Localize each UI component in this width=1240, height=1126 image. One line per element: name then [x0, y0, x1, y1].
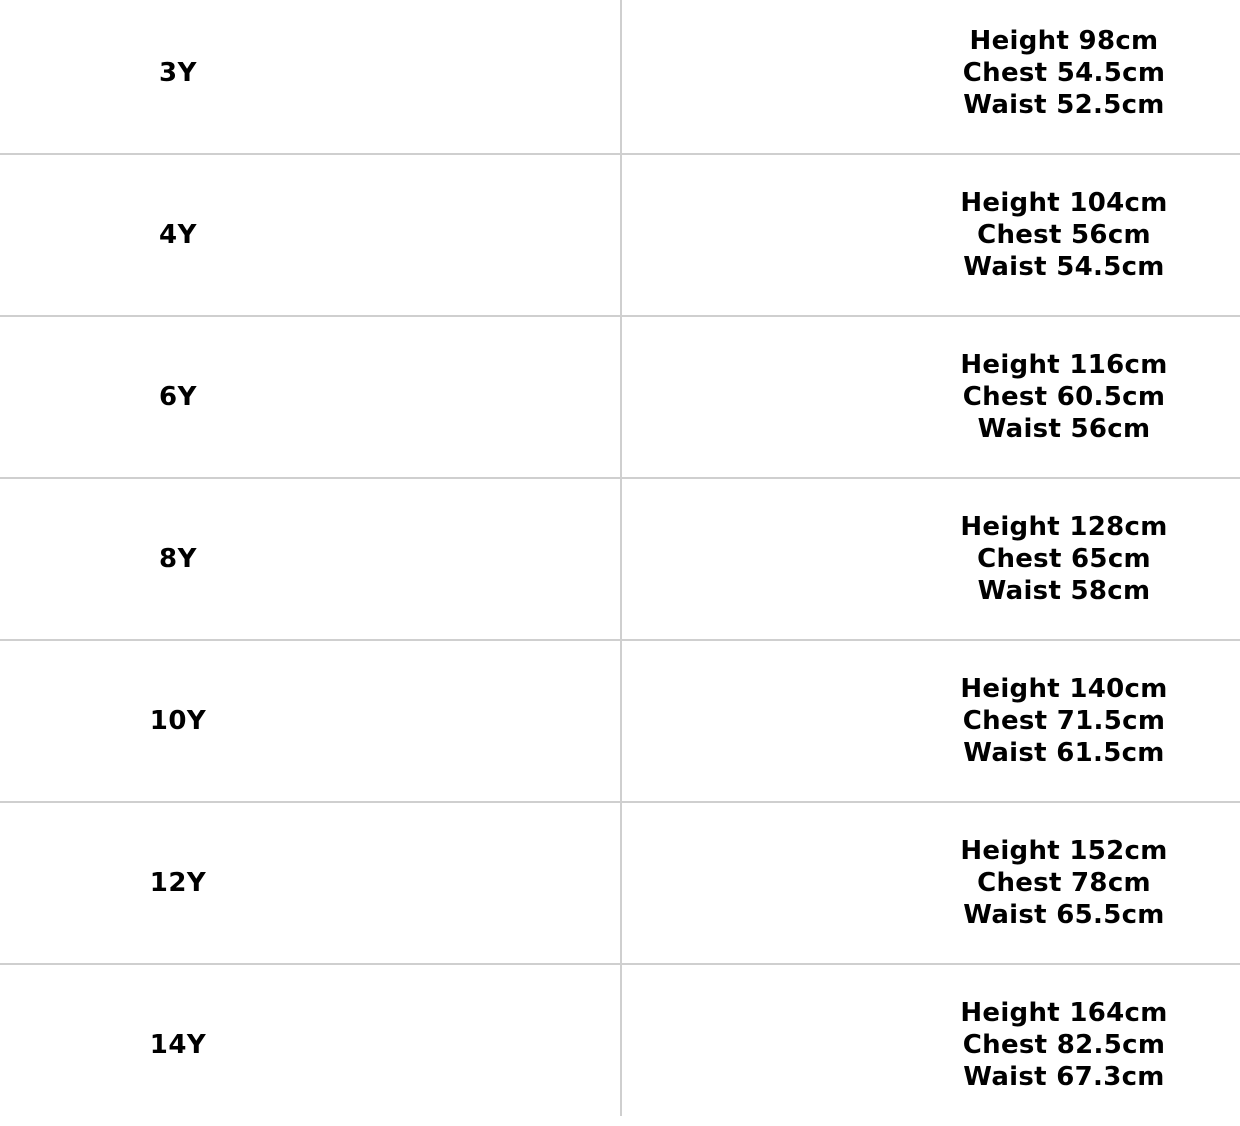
measurements-cell: [886, 486, 1240, 632]
chest-value: Chest 65cm: [977, 544, 1151, 574]
size-label: 4Y: [159, 220, 197, 250]
chest-value: Chest 54.5cm: [962, 58, 1166, 88]
row-divider: [0, 801, 1240, 803]
measurements-cell: [886, 162, 1240, 308]
height-value: Height 104cm: [960, 188, 1168, 218]
waist-value: Waist 52.5cm: [963, 90, 1165, 120]
table-row: [0, 324, 1240, 478]
size-label: 10Y: [149, 706, 207, 736]
measurements-cell: [886, 0, 1240, 146]
height-value: Height 140cm: [960, 674, 1168, 704]
row-divider: [0, 639, 1240, 641]
size-label: 12Y: [149, 868, 207, 898]
row-divider: [0, 477, 1240, 479]
size-label: 8Y: [159, 544, 197, 574]
table-row: [0, 486, 1240, 640]
waist-value: Waist 67.3cm: [963, 1062, 1165, 1092]
table-row: [0, 972, 1240, 1126]
chest-value: Chest 56cm: [977, 220, 1151, 250]
table-row: [0, 0, 1240, 154]
chest-value: Chest 71.5cm: [962, 706, 1166, 736]
waist-value: Waist 56cm: [977, 414, 1151, 444]
row-divider: [0, 315, 1240, 317]
measurements-cell: [886, 648, 1240, 794]
height-value: Height 164cm: [960, 998, 1168, 1028]
chest-value: Chest 60.5cm: [962, 382, 1166, 412]
measurements-cell: [886, 810, 1240, 956]
waist-value: Waist 54.5cm: [963, 252, 1165, 282]
height-value: Height 152cm: [960, 836, 1168, 866]
chest-value: Chest 78cm: [977, 868, 1151, 898]
height-value: Height 98cm: [969, 26, 1159, 56]
waist-value: Waist 65.5cm: [963, 900, 1165, 930]
row-divider: [0, 153, 1240, 155]
waist-value: Waist 61.5cm: [963, 738, 1165, 768]
size-label: 14Y: [149, 1030, 207, 1060]
height-value: Height 128cm: [960, 512, 1168, 542]
chest-value: Chest 82.5cm: [962, 1030, 1166, 1060]
table-row: [0, 162, 1240, 316]
height-value: Height 116cm: [960, 350, 1168, 380]
row-divider: [0, 963, 1240, 965]
measurements-cell: [886, 972, 1240, 1118]
table-row: [0, 648, 1240, 802]
measurements-cell: [886, 324, 1240, 470]
waist-value: Waist 58cm: [977, 576, 1151, 606]
size-label: 3Y: [159, 58, 197, 88]
size-label: 6Y: [159, 382, 197, 412]
table-row: [0, 810, 1240, 964]
